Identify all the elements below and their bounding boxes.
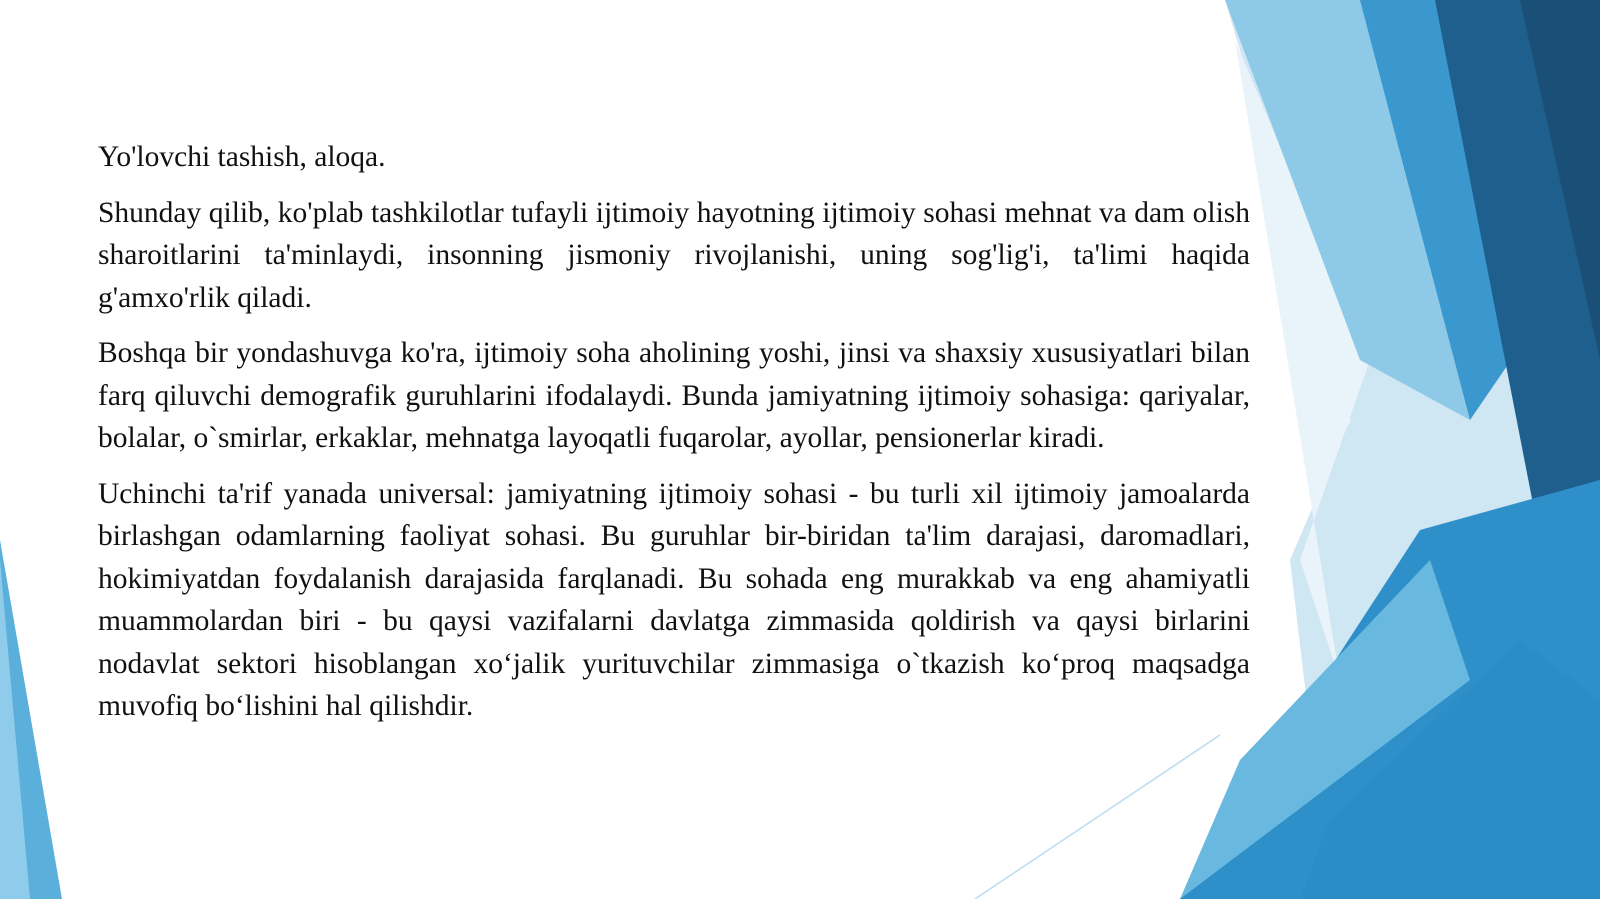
paragraph-3: Boshqa bir yondashuvga ko'ra, ijtimoiy soha aholining yoshi, jinsi va shaxsiy xususiyatlari bilan farq qiluvchi demografik guruhlarini ifodalaydi. Bunda jamiyatning ijtimoiy sohasiga: qariyalar, bolalar, o`smirlar, erkaklar, mehnatga layoqatli fuqarolar, ayollar, pensionerlar kiradi. xyxy=(98,337,1250,454)
paragraph-2: Shunday qilib, ko'plab tashkilotlar tufayli ijtimoiy hayotning ijtimoiy sohasi mehnat va dam olish sharoitlarini ta'minlaydi, insonning jismoniy rivojlanishi, uning sog'lig'i, ta'limi haqida g'amxo'rlik qiladi. xyxy=(98,196,1250,314)
paragraph-4: Uchinchi ta'rif yanada universal: jamiyatning ijtimoiy sohasi - bu turli xil ijtimoiy jamoalarda birlashgan odamlarning faoliyat sohasi. Bu guruhlar bir-biridan ta'lim darajasi, daromadlari, hokimiyatdan foydalanish darajasida farqlanadi. Bu sohada eng murakkab va eng ahamiyatli muammolardan biri - bu qaysi vazifalarni davlatga zimmasida qoldirish va qaysi birlarini nodavlat sektori hisoblangan xo‘jalik yurituvchilar zimmasiga o`tkazish ko‘proq maqsadga muvofiq bo‘lishini hal qilishdir. xyxy=(98,477,1250,722)
slide-body-text xyxy=(98,136,1250,741)
thin-diagonal-line xyxy=(975,735,1220,899)
paragraph-1: Yo'lovchi tashish, aloqa. xyxy=(98,141,386,173)
